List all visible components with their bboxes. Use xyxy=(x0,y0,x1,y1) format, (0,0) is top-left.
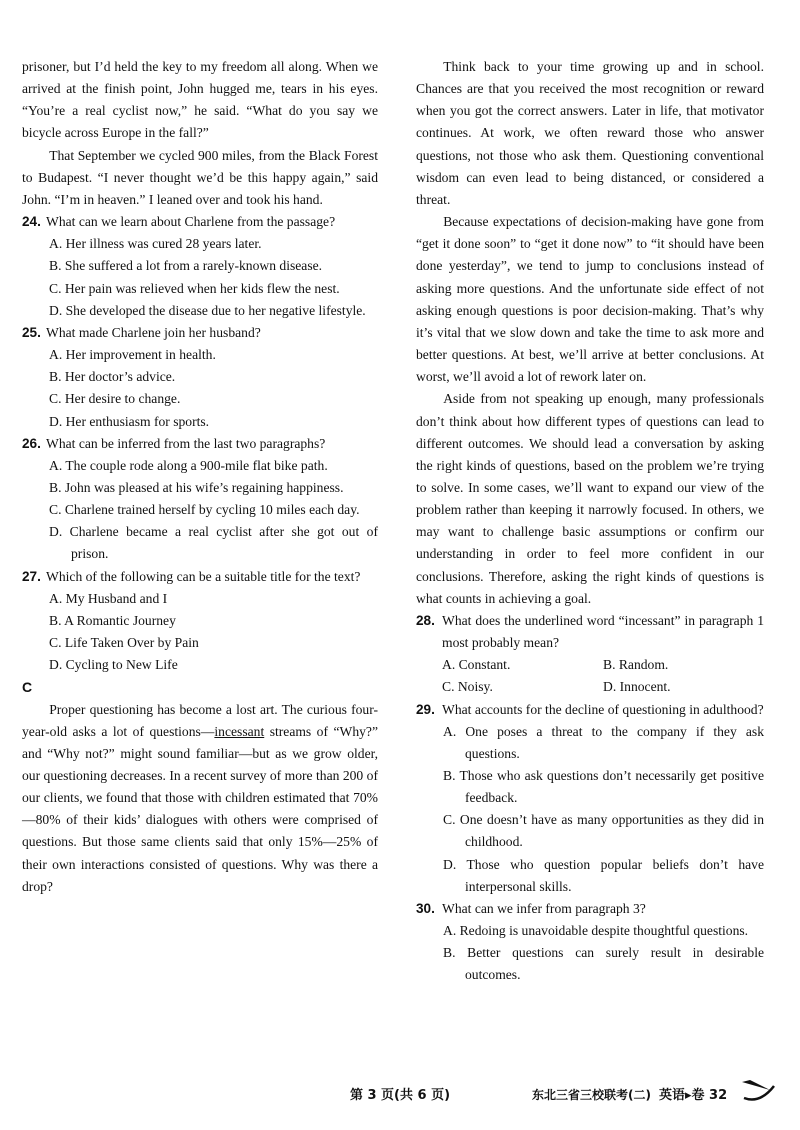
option-d: D. Her enthusiasm for sports. xyxy=(49,413,210,429)
question-stem: Which of the following can be a suitable title for the text? xyxy=(46,568,361,584)
swoosh-icon xyxy=(740,1076,776,1106)
question-number: 26. xyxy=(22,435,41,451)
option-c: C. Her pain was relieved when her kids flew the nest. xyxy=(49,280,340,296)
option-b: B. Her doctor’s advice. xyxy=(49,369,176,385)
paragraph-text: streams of “Why?” and “Why not?” might sound familiar—but as we grow older, our questioning decreases. In a recent survey of more than 200 of our clients, we found that those with children estimated that 70%—80% of their kids’ dialogues with others were comprised of questions. But those same clients said that only 15%—25% of their own interactions consisted of questions. Why was there a drop? xyxy=(22,723,378,894)
question-number: 25. xyxy=(22,324,41,340)
question-stem: What made Charlene join her husband? xyxy=(46,324,261,340)
option-b: B. A Romantic Journey xyxy=(49,612,176,628)
question-number: 29. xyxy=(416,701,435,717)
question-number: 30. xyxy=(416,900,435,916)
underlined-word: incessant xyxy=(214,723,265,739)
option-a: A. Constant. xyxy=(442,657,511,673)
question-29 xyxy=(416,699,764,898)
option-c: C. Charlene trained herself by cycling 10 miles each day. xyxy=(49,502,360,518)
option-d: D. Charlene became a real cyclist after she got out of prison. xyxy=(49,524,378,562)
question-26 xyxy=(22,433,378,566)
option-d: D. Those who question popular beliefs don’t have interpersonal skills. xyxy=(443,856,764,894)
option-d: D. Cycling to New Life xyxy=(49,657,178,673)
question-number: 27. xyxy=(22,568,41,584)
option-b: B. Random. xyxy=(603,657,669,673)
option-b: B. She suffered a lot from a rarely-known disease. xyxy=(49,258,323,274)
subject-label: 英语▸卷 32 xyxy=(658,1088,728,1103)
left-column xyxy=(22,56,378,898)
option-b: B. Those who ask questions don’t necessarily get positive feedback. xyxy=(443,768,764,806)
question-25 xyxy=(22,322,378,433)
paragraph-text: Proper questioning has become a lost art. The curious four-year-old asks a lot of questions— xyxy=(22,701,378,739)
question-stem: What can we infer from paragraph 3? xyxy=(442,900,646,916)
question-number: 28. xyxy=(416,612,435,628)
question-number: 24. xyxy=(22,214,41,230)
option-b: B. Better questions can surely result in desirable outcomes. xyxy=(443,945,764,983)
question-stem: What can be inferred from the last two paragraphs? xyxy=(46,435,326,451)
passage-c-paragraph-1 xyxy=(22,699,378,898)
right-column xyxy=(416,56,764,987)
passage-c-paragraph-3: Because expectations of decision-making have gone from “get it done soon” to “get it done now” to “it should have been done yesterday”, we tend to jump to conclusions instead of asking more questions. And the unfortunate side effect of not asking enough questions is poor decision-making. That’s why it’s vital that we slow down and take the time to ask more and better questions. At best, we’ll arrive at better conclusions. At worst, we’ll avoid a lot of rework later on. xyxy=(416,214,764,385)
option-d: D. Innocent. xyxy=(603,679,671,695)
story-paragraph-final: That September we cycled 900 miles, from the Black Forest to Budapest. “I never thought we’d be this happy again,” said John. “I’m in heaven.” I leaned over and took his hand. xyxy=(22,147,378,207)
option-d: D. She developed the disease due to her negative lifestyle. xyxy=(49,302,366,318)
option-a: A. Her improvement in health. xyxy=(49,347,216,363)
passage-c-paragraph-4: Aside from not speaking up enough, many professionals don’t think about how different types of questions can lead to different outcomes. We should lead a conversation by asking the right kinds of questions, based on the problem we’re trying to solve. In some cases, we’ll want to expand our view of the problem rather than keeping it narrowly focused. In others, we may want to challenge basic assumptions or confirm our understanding in order to feel more confident in our conclusions. Therefore, asking the right kinds of questions is what counts in achieving a goal. xyxy=(416,391,764,606)
exam-name: 东北三省三校联考(二) xyxy=(532,1088,651,1102)
section-heading: C xyxy=(22,679,33,696)
question-30 xyxy=(416,898,764,987)
question-24 xyxy=(22,211,378,322)
exam-footer xyxy=(532,1084,727,1103)
option-a: A. Her illness was cured 28 years later. xyxy=(49,236,262,252)
option-c: C. Her desire to change. xyxy=(49,391,181,407)
passage-c-paragraph-2: Think back to your time growing up and in school. Chances are that you received the most recognition or reward when you got the correct answers. Later in life, that motivator continues. At work, we often reward those who answer questions, not those who ask them. Questioning conventional wisdom can even lead to being distanced, or considered a threat. xyxy=(416,59,764,207)
option-a: A. My Husband and I xyxy=(49,590,168,606)
question-27 xyxy=(22,566,378,677)
option-b: B. John was pleased at his wife’s regaining happiness. xyxy=(49,479,344,495)
question-stem: What can we learn about Charlene from the passage? xyxy=(46,214,336,230)
option-a: A. The couple rode along a 900-mile flat bike path. xyxy=(49,457,328,473)
question-stem: What accounts for the decline of questioning in adulthood? xyxy=(442,701,764,717)
option-a: A. Redoing is unavoidable despite thoughtful questions. xyxy=(443,923,749,939)
option-a: A. One poses a threat to the company if they ask questions. xyxy=(443,723,764,761)
option-c: C. Noisy. xyxy=(442,679,493,695)
page-number: 第 3 页(共 6 页) xyxy=(349,1088,451,1103)
option-c: C. Life Taken Over by Pain xyxy=(49,635,199,651)
question-28 xyxy=(416,610,764,699)
story-paragraph-end: prisoner, but I’d held the key to my freedom all along. When we arrived at the finish point, John hugged me, tears in his eyes. “You’re a real cyclist now,” he said. “What do you say we bicycle across Europe in the fall?” xyxy=(22,59,378,141)
question-stem: What does the underlined word “incessant” in paragraph 1 most probably mean? xyxy=(442,612,764,651)
option-c: C. One doesn’t have as many opportunities as they did in childhood. xyxy=(443,812,764,850)
